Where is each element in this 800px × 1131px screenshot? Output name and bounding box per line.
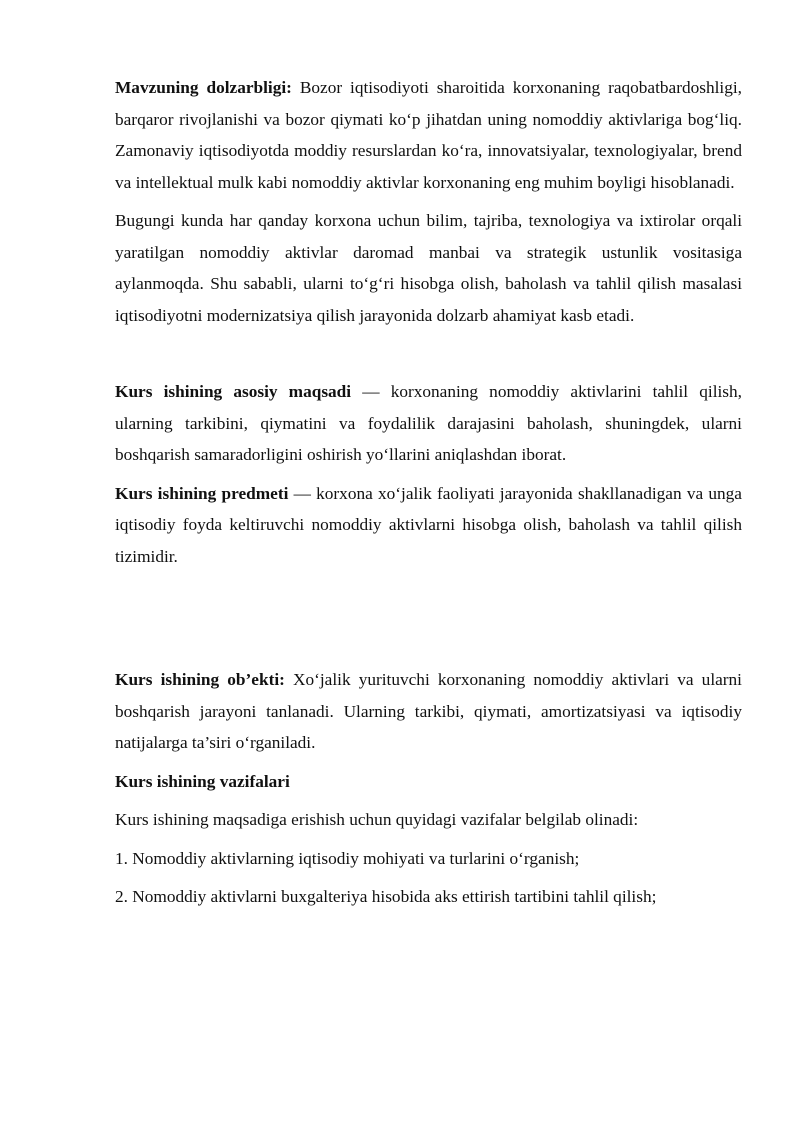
subject-lead: Kurs ishining predmeti [115,483,289,503]
today-text: Bugungi kunda har qanday korxona uchun bilim, tajriba, texnologiya va ixtirolar orqali yaratilgan nomoddiy aktivlar daromad manbai va strategik ustunlik vositasiga aylanmoqda. Shu sababli, ularni to‘g‘ri hisobga olish, baholash va tahlil qilish masalasi iqtisodiyotni modernizatsiya qilish jarayonida dolzarb ahamiyat kasb etadi. [115,211,742,325]
paragraph-object [115,664,742,759]
relevance-text: Bozor iqtisodiyoti sharoitida korxonaning raqobatbardoshligi, barqaror rivojlanishi va bozor qiymati ko‘p jihatdan uning nomoddiy aktivlariga bog‘liq. Zamonaviy iqtisodiyotda moddiy resurslardan ko‘ra, innovatsiyalar, texnologiyalar, brend va intellektual mulk kabi nomoddiy aktivlar korxonaning eng muhim boyligi hisoblanadi. [115,78,742,192]
relevance-lead: Mavzuning dolzarbligi: [115,78,292,97]
tasks-heading [115,766,742,798]
task-item-1: 1. Nomoddiy aktivlarning iqtisodiy mohiyati va turlarini o‘rganish; [115,848,580,868]
tasks-heading-text: Kurs ishining vazifalari [115,771,290,791]
subject-text: — korxona xo‘jalik faoliyati jarayonida shakllanadigan va unga iqtisodiy foyda keltiruvchi nomoddiy aktivlarni hisobga olish, baholash va tahlil qilish tizimidir. [115,483,742,566]
object-text: Xo‘jalik yurituvchi korxonaning nomoddiy aktivlari va ularni boshqarish jarayoni tanlanadi. Ularning tarkibi, qiymati, amortizatsiyasi va iqtisodiy natijalarga ta’siri o‘rganiladi. [115,670,742,752]
goal-lead: Kurs ishining asosiy maqsadi [115,382,352,401]
object-lead: Kurs ishining ob’ekti: [115,670,285,689]
paragraph-goal [115,376,742,471]
paragraph-relevance [115,72,742,198]
paragraph-subject [115,478,742,573]
tasks-intro: Kurs ishining maqsadiga erishish uchun quyidagi vazifalar belgilab olinadi: [115,810,639,829]
goal-text: — korxonaning nomoddiy aktivlarini tahlil qilish, ularning tarkibini, qiymatini va foydalilik darajasini baholash, shuningdek, ularni boshqarish samaradorligini oshirish yo‘llarini aniqlashdan iborat. [115,382,742,464]
paragraph-today [115,205,742,331]
document-page [115,72,742,913]
task-item-2: 2. Nomoddiy aktivlarni buxgalteriya hisobida aks ettirish tartibini tahlil qilish; [115,887,657,906]
